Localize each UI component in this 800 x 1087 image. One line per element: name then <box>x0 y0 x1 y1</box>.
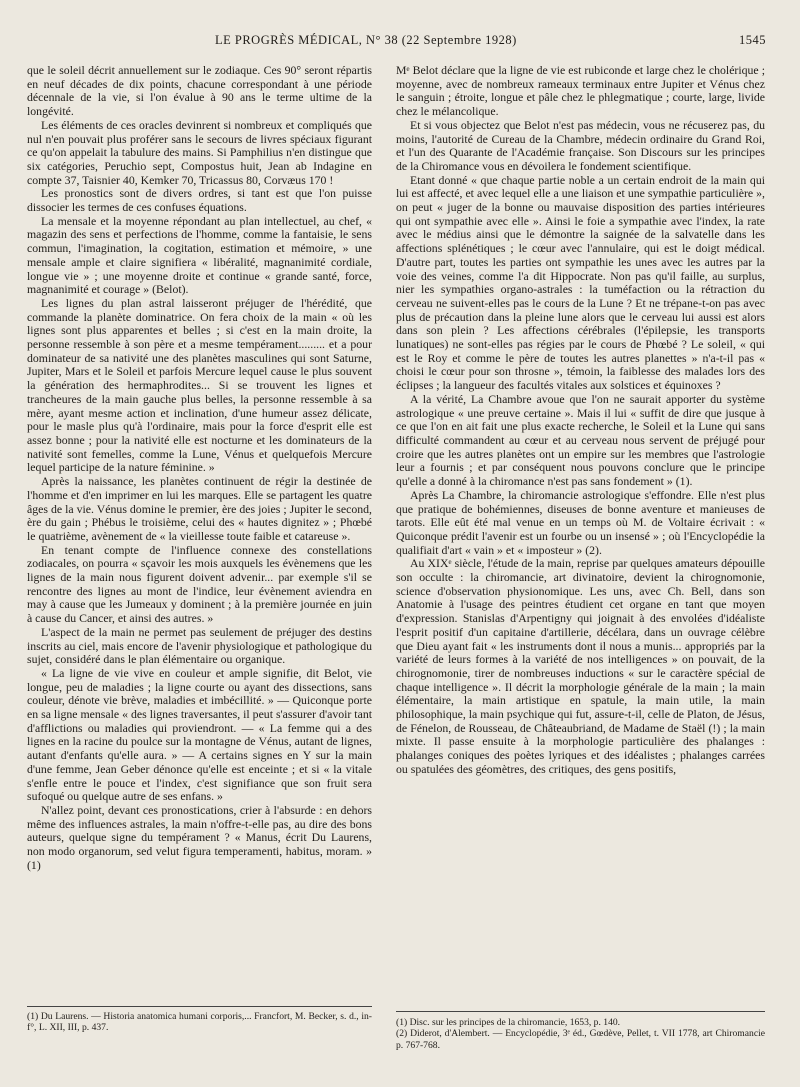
paragraph: Les lignes du plan astral laisseront préjuger de l'hérédité, que commande la planète dominatrice. On fera choix de la main « où les lignes sont plus apparentes et belles ; si c'est en la main droite, la personne ressemble à son père et a mesme tempérament......... et a pour dominateur de sa nativité une des planètes masculines qui sont Saturne, Jupiter, Mars et le Soleil et parfois Mercure lequel cause le plus souvent la génération des hermaphrodites... Si se trouvent les lignes et trancheures de la main gauche plus belles, la personne ressemble à sa mère, ayant mesme action et inclination, d'une humeur assez délicate, pour le masle plus qu'à l'ordinaire, mais pour la force d'esprit elle est assez bonne ; pour la nativité elle est nocturne et les dominateurs de la nativité sont femelles, comme la Lune, Vénus et quelquefois Mercure lequel participe de la nature féminine. » <box>27 295 372 475</box>
paragraph: L'aspect de la main ne permet pas seulement de préjuger des destins inscrits au ciel, mais encore de l'avenir physiologique et pathologique du sujet, considéré dans le plan élémentaire ou organique. <box>27 624 372 667</box>
running-header <box>0 33 800 51</box>
paragraph: Mᵉ Belot déclare que la ligne de vie est rubiconde et large chez le cholérique ; moyenne, avec de nombreux rameaux terminaux entre Jupiter et Vénus chez le sanguin ; étroite, longue et pâle chez le phlegmatique ; courte, large, livide chez le mélancolique. <box>396 63 765 119</box>
footnotes-right <box>396 1017 765 1051</box>
footnote: (1) Du Laurens. — Historia anatomica humani corporis,... Francfort, M. Becker, s. d., in-f°, L. XII, III, p. 437. <box>27 1011 372 1034</box>
paragraph: Au XIXᵉ siècle, l'étude de la main, reprise par quelques amateurs dépouille son occulte : la chiromancie, art divinatoire, devient la chirognomonie, science d'observation physionomique. Les uns, avec Ch. Bell, dans son Anatomie à l'usage des peintres étudient cet organe en tant que moyen d'expression. Stanislas d'Arpentigny qui joignait à des envolées d'idéaliste l'esprit positif d'un capitaine d'artillerie, décélara, dans un ouvrage célèbre que Dieu ayant fait « les instruments dont il nous a munis... appropriés par la variété de leurs formes à la variété de nos intelligences » on pouvait, de la chirognomonie, tirer de nombreuses inductions « sur le caractère spécial de chaque intelligence ». Il décrit la morphologie générale de la main ; la main élémentaire, la main artistique en spatule, la main utile, la main philosophique, la main psychique qui fut, assure-t-il, celle de Platon, de Jésus, de Fénelon, de Rousseau, de Châteaubriand, de Madame de Staël (!) ; la main mixte. Il passe ensuite à la morphologie particulière des phalanges : phalanges coniques des poètes lyriques et des idéalistes ; phalanges carrées ou spatulées des géomètres, des critiques, des gens positifs, <box>396 556 765 776</box>
paragraph: Après la naissance, les planètes continuent de régir la destinée de l'homme et d'en imprimer en lui les marques. Elle se partagent les quatre âges de la vie. Vénus domine le premier, ère des joies ; Jupiter le second, ère du gain ; Phébus le troisième, celui des « hautes dignitez » ; Phœbé le quatrième, avènement de « la vieillesse toute faible et catareuse ». <box>27 474 372 543</box>
page-number: 1545 <box>739 33 766 47</box>
paragraph: A la vérité, La Chambre avoue que l'on ne saurait apporter du système astrologique « une preuve certaine ». Mais il lui « suffit de dire que jusque à ce que l'on en ait fait une plus exacte recherche, le Soleil et la Lune qui sans difficulté commandent au cœur et au cerveau nous servent de préjugé pour croire que les autres planètes ont un empire sur les membres que l'astrologie leur a fournis ; et par conséquent nous pouvons conclure que le principe qu'elle a donné à la chiromance n'est pas sans fondement » (1). <box>396 391 765 489</box>
footnote-divider <box>27 1006 372 1007</box>
paragraph: Les pronostics sont de divers ordres, si tant est que l'on puisse dissocier les termes de ces confuses équations. <box>27 186 372 215</box>
paragraph: « La ligne de vie vive en couleur et ample signifie, dit Belot, vie longue, peu de maladies ; la ligne courte ou ayant des dissections, sans couleur, dénote vie brève, maladies et imbécillité. » — Quiconque porte en sa ligne mensale « des lignes traversantes, il peut s'assurer d'avoir tant d'afflictions ou maladies qui proviendront. — « La femme qui a des lignes en la racine du poulce sur la montagne de Vénus, autant de lignes, autant d'enfants qu'elle aura. » — A certains signes en Y sur la main d'une femme, Jean Geber dénonce qu'elle est enceinte ; et si « la vitale s'enfle entre le pouce et l'index, c'est signifiance que son fruit sera sufoqué ou quelque autre de ses enfans. » <box>27 665 372 804</box>
footnote: (1) Disc. sur les principes de la chiromancie, 1653, p. 140. <box>396 1017 621 1028</box>
paragraph: Après La Chambre, la chiromancie astrologique s'effondre. Elle n'est plus que pratique de bohémiennes, diseuses de bonne aventure et manieuses de tarots. Elle eût été mal venue en un temps où M. de Voltaire écrivait : « Quiconque prédit l'avenir est un fourbe ou un insensé » ; où l'Encyclopédie la qualifiait d'art « vain » et « imposteur » (2). <box>396 487 765 557</box>
footnote: (2) Diderot, d'Alembert. — Encyclopédie, 3ᵉ éd., Gœdève, Pellet, t. VII 1778, art Chiromancie p. 767-768. <box>396 1028 765 1051</box>
journal-title: LE PROGRÈS MÉDICAL, N° 38 (22 Septembre 1928) <box>215 33 517 47</box>
paragraph: Et si vous objectez que Belot n'est pas médecin, vous ne récuserez pas, du moins, l'autorité de Cureau de la Chambre, médecin ordinaire du Grand Roi, et l'un des Quarante de l'Académie française. Son Discours sur les principes de la Chiromance vous en dévoilera le fondement scientifique. <box>396 117 765 173</box>
paragraph: Etant donné « que chaque partie noble a un certain endroit de la main qui lui est affecté, et avec lequel elle a une liaison et une sympathie particulière », on peut « juger de la bonne ou mauvaise disposition des parties intérieures qui ont sympathie avec elle ». Ainsi le foie a sympathie avec l'index, la rate avec le médius ainsi que le démontre la saignée de la salvatelle dans les affections splénétiques ; le cœur avec l'annulaire, qui est le doigt médical. D'autre part, toutes les parties ont sympathie les unes avec les autres par la voie des veines, comme l'a dit Hippocrate. Non pas qu'il faille, au surplus, nier les sympathies organo-astrales : la tuméfaction ou la rétraction du cerveau ne suivent-elles pas le cours de la Lune ? Et ne trépane-t-on pas avec plus de précaution dans la pleine lune alors que le cerveau lui aussi est alors dans son plein ? Les affections cérébrales (l'épilepsie, les transports lunatiques) ne sont-elles pas régies par le cours de Phœbé ? Le soleil, « qui est le Roy et comme le père de toutes les autres planettes » n'a-t-il pas « choisi le cœur pour son throsne », témoin, la faiblesse des malades lors des éclipses ; la langueur des facultés vitales aux solstices et équinoxes ? <box>396 172 765 393</box>
footnotes-left <box>27 1011 372 1034</box>
paragraph: La mensale et la moyenne répondant au plan intellectuel, au chef, « magazin des sens et perfections de l'homme, comme la fantaisie, le sens commun, l'imagination, la cogitation, estimation et mémoire, » une mensale ample et claire signifiera « libéralité, magnanimité cordiale, longue vie » ; une moyenne droite et continue « grande santé, force, magnanimité et courage » (Belot). <box>27 213 372 297</box>
paragraph: En tenant compte de l'influence connexe des constellations zodiacales, on pourra « sçavoir les mois auxquels les évènemens que les lignes de la main nous figurent doivent advenir... par exemple s'il se rencontre des lignes au mont de l'indice, leur évènement aviendra en may à cause que les Jumeaux y dominent ; à la première journée en juin à cause du Cancer, et ainsi des autres. » <box>27 542 372 626</box>
right-column <box>396 64 765 777</box>
paragraph: Les éléments de ces oracles devinrent si nombreux et compliqués que nul n'en pouvait plus proférer sans le secours de livres spéciaux figurant ce qu'on appelait la tabulure des mains. Si Pamphilius n'en distingue que six catégories, Peruchio sept, Compostus huit, Jean ab Indagine en compte 37, Taisnier 40, Kemker 70, Tricassus 80, Corvæus 170 ! <box>27 117 372 187</box>
left-column <box>27 64 372 872</box>
footnote-divider <box>396 1011 765 1012</box>
paragraph: N'allez point, devant ces pronostications, crier à l'absurde : en dehors même des influences astrales, la main n'offre-t-elle pas, au dire des bons auteurs, quelque signe du tempérament ? « Manus, écrit Du Laurens, non modo organorum, sed velut figura temperamenti, habitus, moram. » (1) <box>27 802 372 872</box>
paragraph: que le soleil décrit annuellement sur le zodiaque. Ces 90° seront répartis en neuf décades de dix points, chacune correspondant à une période décennale de la vie, si l'on évalue à 90 ans le terme ultime de la longévité. <box>27 63 372 119</box>
